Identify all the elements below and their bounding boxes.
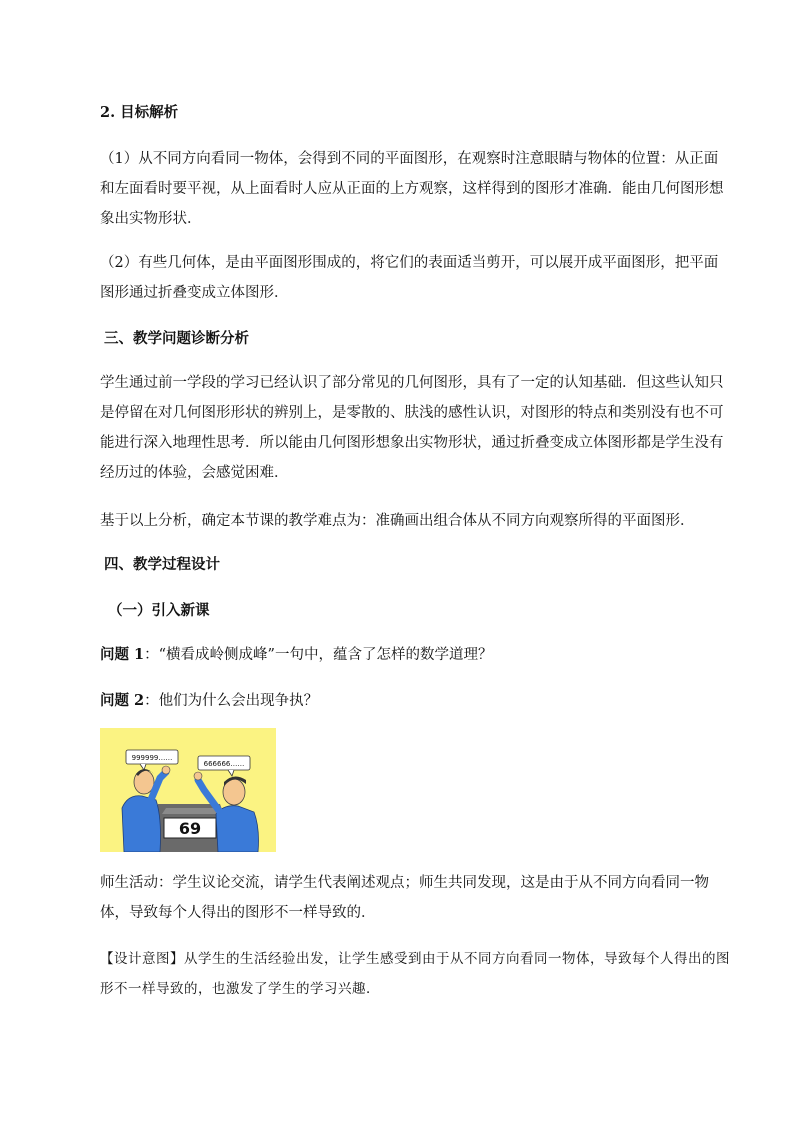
subsection-1-heading: （一）引入新课 xyxy=(108,602,210,619)
question-2-text: ：他们为什么会出现争执？ xyxy=(144,693,319,709)
diagnosis-conclusion: 基于以上分析，确定本节课的教学难点为：准确画出组合体从不同方向观察所得的平面图形． xyxy=(100,513,695,529)
question-1-label: 问题 1 xyxy=(100,646,145,663)
design-intent-label: 【设计意图】 xyxy=(100,951,184,967)
goal-1-paragraph: （1）从不同方向看同一物体，会得到不同的平面图形，在观察时注意眼睛与物体的位置：从正面和左面看时要平视，从上面看时人应从正面的上方观察，这样得到的图形才准确．能由几何图形想象出实物形状． xyxy=(100,151,724,227)
table-number: 69 xyxy=(178,819,202,838)
left-person-shirt xyxy=(122,796,161,852)
section-3-heading: 三、教学问题诊断分析 xyxy=(104,330,249,347)
question-1 xyxy=(100,640,730,670)
section-4-heading: 四、教学过程设计 xyxy=(104,556,220,573)
design-intent-text: 从学生的生活经验出发，让学生感受到由于从不同方向看同一物体，导致每个人得出的图形不一样导致的，也激发了学生的学习兴趣． xyxy=(100,951,730,997)
section-2-heading: 2. 目标解析 xyxy=(100,104,179,121)
question-1-text: ：“横看成岭侧成峰”一句中，蕴含了怎样的数学道理？ xyxy=(144,647,493,663)
goal-2-paragraph: （2）有些几何体，是由平面图形围成的，将它们的表面适当剪开，可以展开成平面图形，把平面图形通过折叠变成立体图形． xyxy=(100,255,719,301)
left-bubble-text: 999999…… xyxy=(131,754,173,762)
teacher-student-activity: 师生活动：学生议论交流，请学生代表阐述观点；师生共同发现，这是由于从不同方向看同一物体，导致每个人得出的图形不一样导致的． xyxy=(100,875,709,921)
argument-illustration xyxy=(100,728,276,852)
question-2 xyxy=(100,686,730,716)
design-intent xyxy=(100,944,730,1004)
right-bubble-text: 666666…… xyxy=(203,760,245,768)
question-2-label: 问题 2 xyxy=(100,692,145,709)
diagnosis-paragraph: 学生通过前一学段的学习已经认识了部分常见的几何图形，具有了一定的认知基础．但这些认知只是停留在对几何图形形状的辨别上，是零散的、肤浅的感性认识，对图形的特点和类别没有也不可能进行深入地理性思考．所以能由几何图形想象出实物形状，通过折叠变成立体图形都是学生没有经历过的体验，会感觉困难． xyxy=(100,375,724,481)
